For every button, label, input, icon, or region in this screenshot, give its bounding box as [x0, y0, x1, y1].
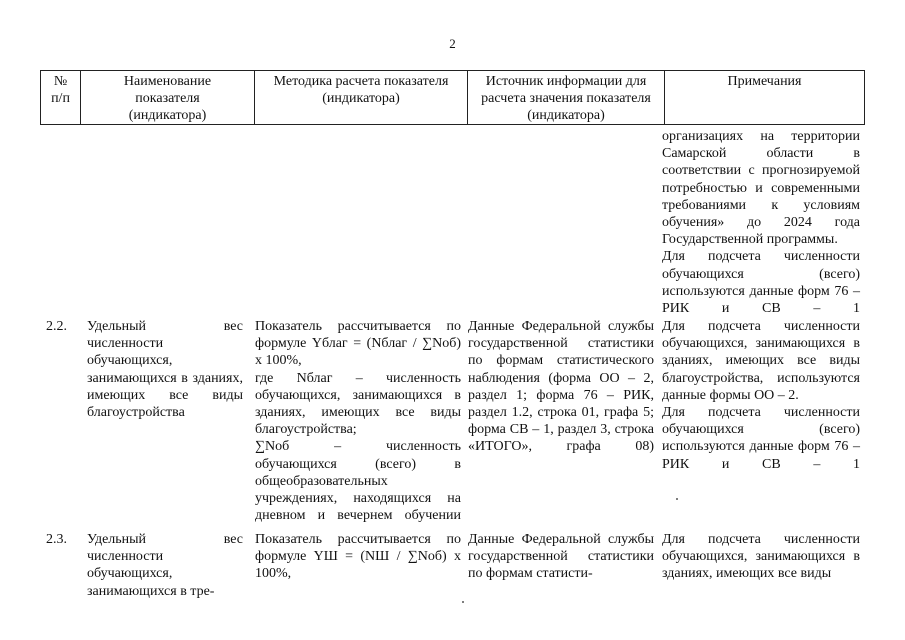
continuation-notes-paragraph: Для подсчета численности обучающихся (всего) используются данные форм 76 – РИК и СВ – 1 [662, 249, 860, 317]
row-2-2-method [255, 318, 461, 524]
row-2-3-notes [662, 531, 860, 583]
table-header [40, 70, 865, 125]
row-2-2-method-paragraph: ∑Nоб – численность обучающихся (всего) в общеобразовательных учреждениях, находящихся на дневном и вечернем обучении [255, 439, 461, 524]
row-2-2-notes-paragraph: Для подсчета численности обучающихся, занимающихся в зданиях, имеющих все виды благоустройства, используются данные формы ОО – 2. [662, 319, 860, 403]
row-2-3-indicator-name: Удельный вес численности обучающихся, занимающихся в тре- [87, 532, 243, 599]
page-number: 2 [449, 36, 456, 51]
row-2-3-method [255, 531, 461, 583]
row-2-3-number: 2.3. [46, 532, 67, 547]
row-2-2-number: 2.2. [46, 319, 67, 334]
row-2-3-source: Данные Федеральной службы государственной статистики по формам статисти- [468, 532, 654, 582]
row-2-3-method-paragraph: Показатель рассчитывается по формуле YШ = (NШ / ∑Nоб) x 100%, [255, 532, 461, 582]
continuation-notes [662, 128, 860, 317]
row-2-2-notes [662, 318, 860, 473]
header-number: № п/п [41, 71, 81, 125]
scan-speck [462, 601, 464, 603]
row-2-2-method-paragraph: где Nблаг – численность обучающихся, занимающихся в зданиях, имеющих все виды благоустройства; [255, 370, 461, 438]
header-calculation-method: Методика расчета показателя (индикатора) [255, 71, 468, 125]
scan-speck [676, 498, 678, 500]
row-2-2-source: Данные Федеральной службы государственной статистики по формам статистического наблюдения (форма ОО – 2, раздел 1; форма 76 – РИК, раздел 1.2, строка 01, графа 5; форма СВ – 1, раздел 3, строка «ИТОГО», графа 08) [468, 319, 654, 455]
header-notes: Примечания [665, 71, 865, 125]
header-indicator-name: Наименование показателя (индикатора) [81, 71, 255, 125]
header-information-source: Источник информации для расчета значения показателя (индикатора) [468, 71, 665, 125]
row-2-2-notes-paragraph: Для подсчета численности обучающихся (всего) используются данные форм 76 – РИК и СВ – 1 [662, 405, 860, 472]
row-2-2-indicator-name: Удельный вес численности обучающихся, занимающихся в зданиях, имеющих все виды благоустройства [87, 319, 243, 421]
row-2-3-notes-paragraph: Для подсчета численности обучающихся, занимающихся в зданиях, имеющих все виды [662, 532, 860, 582]
continuation-notes-paragraph: организациях на территории Самарской области в соответствии с прогнозируемой потребностью и современными требованиями к условиям обучения» до 2024 года Государственной программы. [662, 129, 860, 248]
row-2-2-method-paragraph: Показатель рассчитывается по формуле Yблаг = (Nблаг / ∑Nоб) x 100%, [255, 319, 461, 369]
